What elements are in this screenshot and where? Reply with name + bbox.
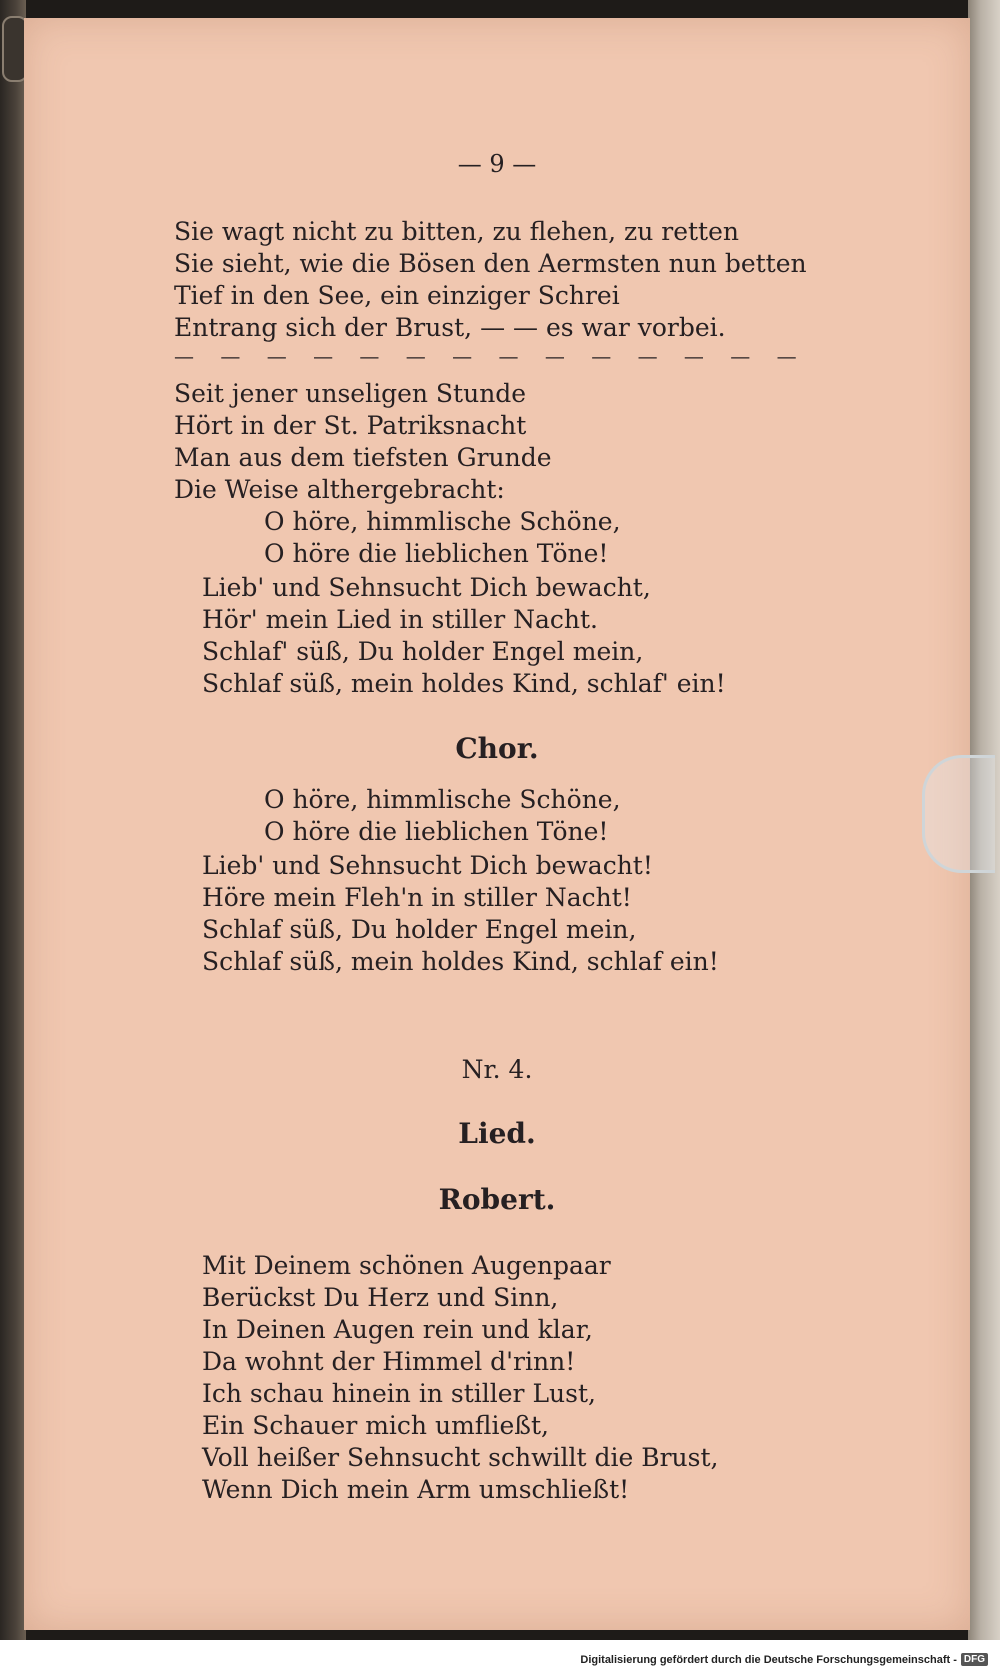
verse-line: O höre die lieblichen Töne! <box>264 817 609 846</box>
robert-heading: Robert. <box>438 1183 556 1216</box>
song-number: Nr. 4. <box>461 1055 533 1084</box>
verse-line: Die Weise althergebracht: <box>174 475 505 504</box>
verse-line: O höre die lieblichen Töne! <box>264 539 609 568</box>
left-binding <box>0 0 26 1640</box>
book-page <box>24 18 970 1630</box>
verse-line: Wenn Dich mein Arm umschließt! <box>202 1475 630 1504</box>
verse-line: In Deinen Augen rein und klar, <box>202 1315 593 1344</box>
verse-line: O höre, himmlische Schöne, <box>264 507 621 536</box>
verse-line: Sie wagt nicht zu bitten, zu flehen, zu retten <box>174 217 739 246</box>
verse-line: Man aus dem tiefsten Grunde <box>174 443 552 472</box>
verse-line: Entrang sich der Brust, — — es war vorbei. <box>174 313 726 342</box>
separator-line: — — — — — — — — — — — — — — <box>174 344 807 368</box>
page-clip <box>922 755 995 873</box>
verse-line: Ein Schauer mich umfließt, <box>202 1411 549 1440</box>
verse-line: Hört in der St. Patriksnacht <box>174 411 527 440</box>
chor-heading: Chor. <box>455 732 539 765</box>
verse-line: Höre mein Fleh'n in stiller Nacht! <box>202 883 632 912</box>
verse-line: Sie sieht, wie die Bösen den Aermsten nun betten <box>174 249 807 278</box>
verse-line: Voll heißer Sehnsucht schwillt die Brust, <box>202 1443 719 1472</box>
verse-line: Da wohnt der Himmel d'rinn! <box>202 1347 576 1376</box>
verse-line: Berückst Du Herz und Sinn, <box>202 1283 559 1312</box>
verse-line: Tief in den See, ein einziger Schrei <box>174 281 620 310</box>
verse-line: O höre, himmlische Schöne, <box>264 785 621 814</box>
verse-line: Lieb' und Sehnsucht Dich bewacht! <box>202 851 653 880</box>
verse-line: Ich schau hinein in stiller Lust, <box>202 1379 596 1408</box>
verse-line: Schlaf süß, mein holdes Kind, schlaf ein! <box>202 947 719 976</box>
verse-line: Schlaf süß, Du holder Engel mein, <box>202 915 637 944</box>
lied-heading: Lied. <box>458 1117 536 1150</box>
verse-line: Schlaf süß, mein holdes Kind, schlaf' ein! <box>202 669 726 698</box>
verse-line: Mit Deinem schönen Augenpaar <box>202 1251 611 1280</box>
verse-line: Hör' mein Lied in stiller Nacht. <box>202 605 598 634</box>
funding-credit: Digitalisierung gefördert durch die Deutsche Forschungsgemeinschaft - <box>580 1653 957 1666</box>
verse-line: Schlaf' süß, Du holder Engel mein, <box>202 637 644 666</box>
verse-line: Seit jener unseligen Stunde <box>174 379 527 408</box>
verse-line: Lieb' und Sehnsucht Dich bewacht, <box>202 573 651 602</box>
dfg-logo: DFG <box>961 1653 988 1666</box>
footer-bar <box>0 1640 1000 1679</box>
page-number: — 9 — <box>457 150 537 178</box>
